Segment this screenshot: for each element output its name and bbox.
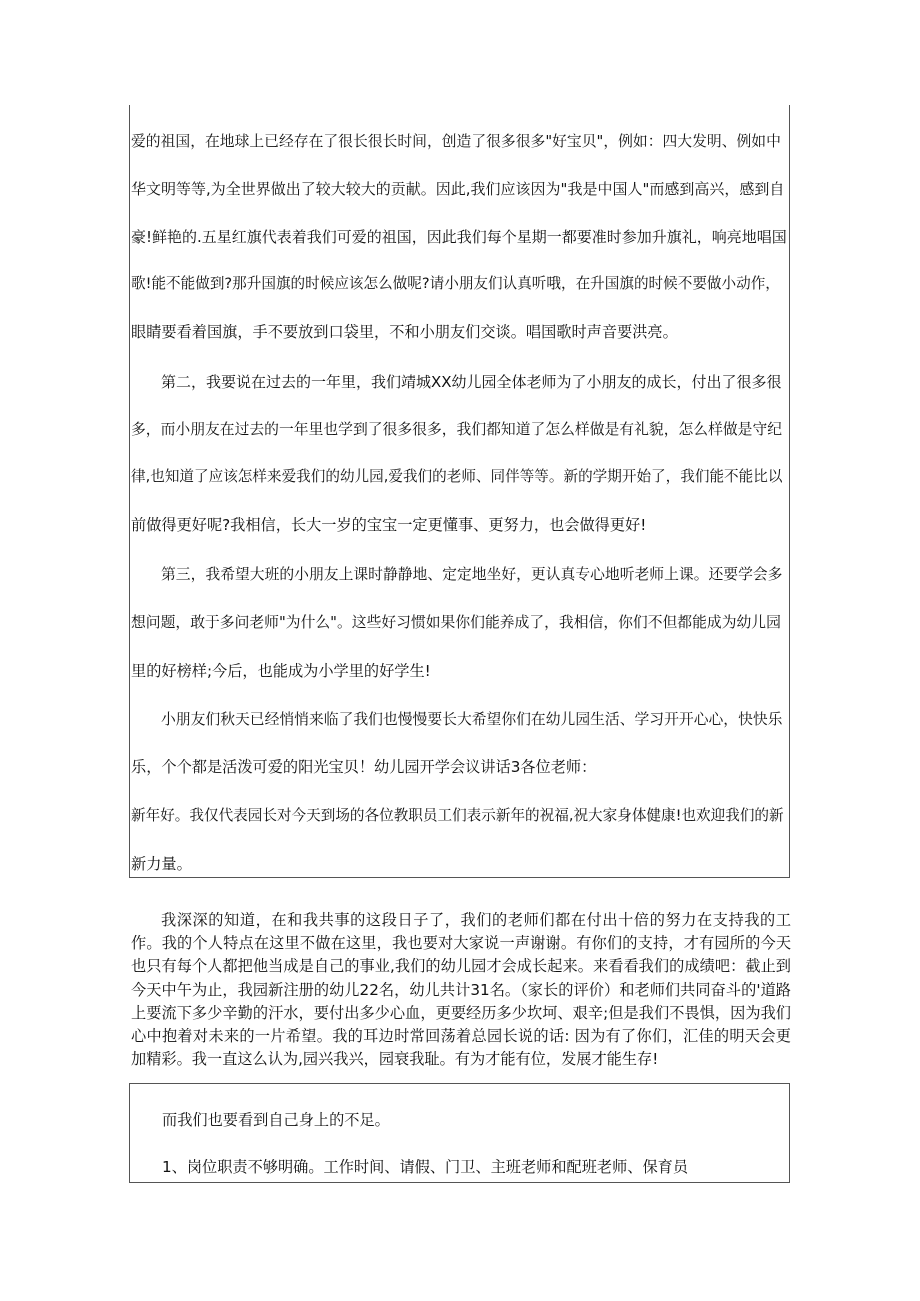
- upper-line-1: 爱的祖国，在地球上已经存在了很长很长时间，创造了很多很多"好宝贝"，例如：四大发明、例如中: [131, 133, 781, 150]
- upper-line-16: 新力量。: [131, 855, 192, 873]
- upper-line-2: 华文明等等,为全世界做出了较大较大的贡献。因此,我们应该因为"我是中国人"而感到高兴，感到自: [131, 180, 785, 198]
- upper-line-13: 小朋友们秋天已经悄悄来临了我们也慢慢要长大希望你们在幼儿园生活、学习开开心心，快快乐: [161, 711, 783, 728]
- upper-line-9: 前做得更好呢?我相信，长大一岁的宝宝一定更懂事、更努力，也会做得更好!: [131, 516, 647, 534]
- upper-line-12: 里的好榜样;今后，也能成为小学里的好学生!: [131, 662, 431, 680]
- lower-line-1: 而我们也要看到自己身上的不足。: [162, 1111, 390, 1129]
- upper-line-14: 乐，个个都是活泼可爱的阳光宝贝！幼儿园开学会议讲话3各位老师：: [131, 758, 597, 776]
- upper-line-15: 新年好。我仅代表园长对今天到场的各位教职员工们表示新年的祝福,祝大家身体健康!也欢迎我们的新: [131, 807, 784, 824]
- lower-line-2: 1、岗位职责不够明确。工作时间、请假、门卫、主班老师和配班老师、保育员: [162, 1158, 689, 1176]
- upper-line-5: 眼睛要看着国旗，手不要放到口袋里，不和小朋友们交谈。唱国歌时声音要洪亮。: [131, 323, 678, 341]
- upper-line-7: 多，而小朋友在过去的一年里也学到了很多很多，我们都知道了怎么样做是有礼貌，怎么样做是守纪: [131, 421, 783, 438]
- middle-paragraph: 我深深的知道，在和我共事的这段日子了，我们的老师们都在付出十倍的努力在支持我的工作。我的个人特点在这里不做在这里，我也要对大家说一声谢谢。有你们的支持，才有园所的今天也只有每个人都把他当成是自己的事业,我们的幼儿园才会成长起来。来看看我们的成绩吧：截止到今天中午为止，我园新注册的幼儿22名，幼儿共计31名。（家长的评价）和老师们共同奋斗的'道路上要流下多少辛勤的汗水，要付出多少心血，更要经历多少坎坷、艰辛;但是我们不畏惧，因为我们心中抱着对未来的一片希望。我的耳边时常回荡着总园长说的话: 因为有了你们，汇佳的明天会更加精彩。我一直这么认为,园兴我兴，园衰我耻。有为才能有位，发展才能生存!: [131, 911, 791, 1069]
- upper-line-4: 歌!能不能做到?那升国旗的时候应该怎么做呢?请小朋友们认真听哦，在升国旗的时候不要做小动作，: [131, 275, 780, 292]
- upper-line-8: 律,也知道了应该怎样来爱我们的幼儿园,爱我们的老师、同伴等等。新的学期开始了，我们能不能比以: [131, 468, 783, 485]
- upper-line-11: 想问题，敢于多问老师"为什么"。这些好习惯如果你们能养成了，我相信，你们不但都能成为幼儿园: [131, 614, 781, 631]
- upper-line-10: 第三，我希望大班的小朋友上课时静静地、定定地坐好，更认真专心地听老师上课。还要学会多: [161, 566, 783, 583]
- upper-line-6: 第二，我要说在过去的一年里，我们靖城XX幼儿园全体老师为了小朋友的成长，付出了很多很: [161, 373, 782, 391]
- upper-line-3: 豪!鲜艳的.五星红旗代表着我们可爱的祖国，因此我们每个星期一都要准时参加升旗礼，响亮地唱国: [131, 228, 787, 246]
- middle-paragraph-container: [131, 909, 791, 1071]
